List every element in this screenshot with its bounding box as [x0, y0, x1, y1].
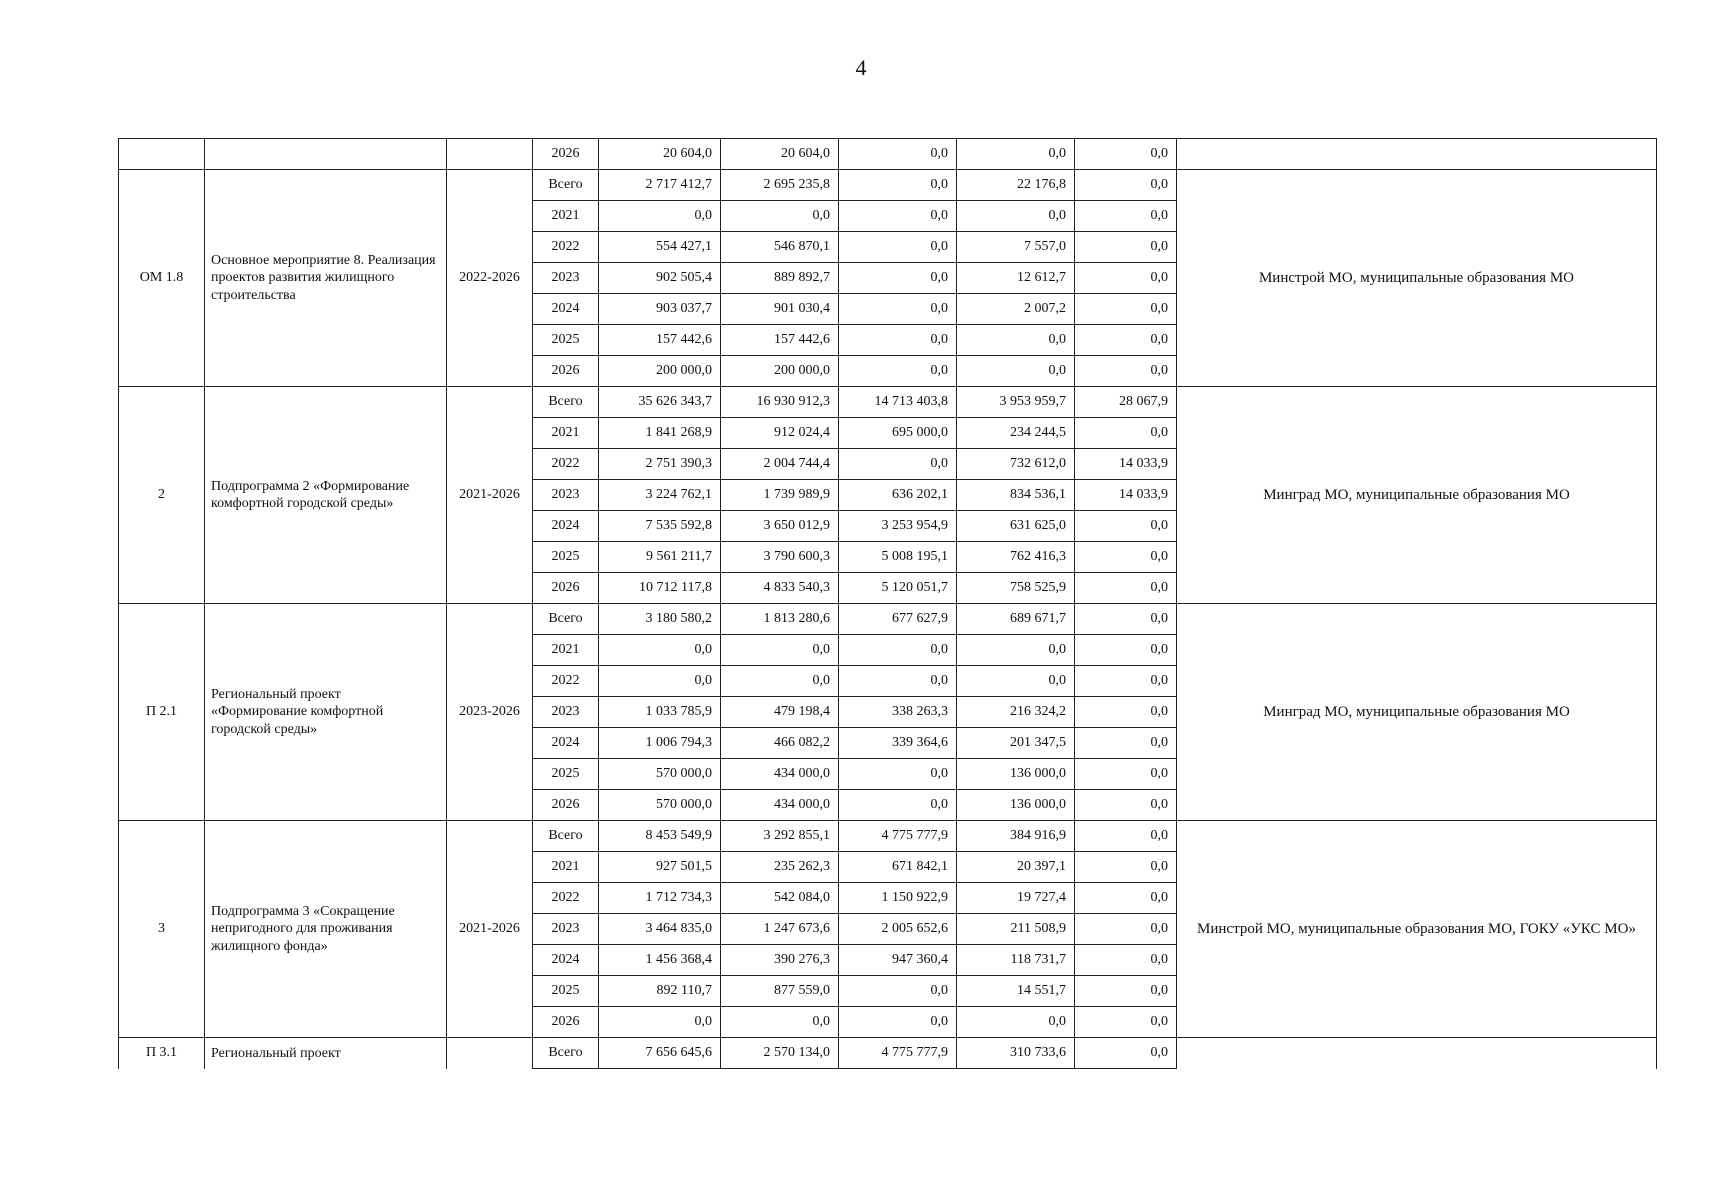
value-cell: 35 626 343,7 — [599, 387, 721, 418]
value-cell: 0,0 — [721, 635, 839, 666]
year-cell: 2026 — [533, 139, 599, 170]
value-cell: 234 244,5 — [957, 418, 1075, 449]
value-cell: 3 224 762,1 — [599, 480, 721, 511]
value-cell: 479 198,4 — [721, 697, 839, 728]
value-cell: 636 202,1 — [839, 480, 957, 511]
table-row — [119, 604, 1657, 635]
value-cell: 901 030,4 — [721, 294, 839, 325]
item-code: П 2.1 — [119, 604, 205, 821]
value-cell: 0,0 — [1075, 294, 1177, 325]
year-cell: 2024 — [533, 945, 599, 976]
value-cell: 5 008 195,1 — [839, 542, 957, 573]
value-cell: 2 751 390,3 — [599, 449, 721, 480]
value-cell: 902 505,4 — [599, 263, 721, 294]
value-cell: 1 841 268,9 — [599, 418, 721, 449]
value-cell: 434 000,0 — [721, 759, 839, 790]
value-cell: 0,0 — [1075, 356, 1177, 387]
item-period: 2023-2026 — [447, 604, 533, 821]
value-cell: 0,0 — [1075, 201, 1177, 232]
value-cell: 3 650 012,9 — [721, 511, 839, 542]
value-cell: 0,0 — [839, 790, 957, 821]
value-cell: 1 006 794,3 — [599, 728, 721, 759]
value-cell: 434 000,0 — [721, 790, 839, 821]
value-cell: 7 557,0 — [957, 232, 1075, 263]
budget-table-container — [118, 138, 1656, 1069]
value-cell: 0,0 — [1075, 759, 1177, 790]
value-cell: 947 360,4 — [839, 945, 957, 976]
value-cell: 16 930 912,3 — [721, 387, 839, 418]
value-cell: 0,0 — [839, 139, 957, 170]
item-executor: Минград МО, муниципальные образования МО — [1177, 387, 1657, 604]
value-cell: 157 442,6 — [599, 325, 721, 356]
value-cell: 0,0 — [957, 201, 1075, 232]
value-cell: 118 731,7 — [957, 945, 1075, 976]
year-cell: 2026 — [533, 573, 599, 604]
value-cell: 0,0 — [1075, 821, 1177, 852]
item-name: Подпрограмма 2 «Формирование комфортной городской среды» — [205, 387, 447, 604]
year-cell: 2022 — [533, 883, 599, 914]
value-cell: 546 870,1 — [721, 232, 839, 263]
year-cell: 2025 — [533, 976, 599, 1007]
year-cell: 2025 — [533, 325, 599, 356]
value-cell: 20 397,1 — [957, 852, 1075, 883]
value-cell: 136 000,0 — [957, 759, 1075, 790]
value-cell: 892 110,7 — [599, 976, 721, 1007]
item-code: 2 — [119, 387, 205, 604]
value-cell: 570 000,0 — [599, 790, 721, 821]
year-cell: 2024 — [533, 728, 599, 759]
value-cell: 0,0 — [1075, 790, 1177, 821]
value-cell: 2 695 235,8 — [721, 170, 839, 201]
value-cell: 0,0 — [1075, 976, 1177, 1007]
value-cell: 14 713 403,8 — [839, 387, 957, 418]
year-cell: 2025 — [533, 759, 599, 790]
value-cell: 1 150 922,9 — [839, 883, 957, 914]
year-cell: 2026 — [533, 356, 599, 387]
value-cell: 762 416,3 — [957, 542, 1075, 573]
value-cell: 0,0 — [1075, 325, 1177, 356]
value-cell: 4 775 777,9 — [839, 821, 957, 852]
value-cell: 20 604,0 — [721, 139, 839, 170]
item-code: П 3.1 — [119, 1038, 205, 1069]
value-cell: 0,0 — [1075, 1038, 1177, 1069]
year-cell: 2021 — [533, 852, 599, 883]
value-cell: 12 612,7 — [957, 263, 1075, 294]
table-row — [119, 170, 1657, 201]
value-cell: 0,0 — [599, 666, 721, 697]
value-cell: 8 453 549,9 — [599, 821, 721, 852]
value-cell: 3 790 600,3 — [721, 542, 839, 573]
year-cell: Всего — [533, 170, 599, 201]
value-cell: 235 262,3 — [721, 852, 839, 883]
item-name: Основное мероприятие 8. Реализация проектов развития жилищного строительства — [205, 170, 447, 387]
value-cell: 0,0 — [1075, 511, 1177, 542]
value-cell: 0,0 — [957, 139, 1075, 170]
year-cell: 2025 — [533, 542, 599, 573]
value-cell: 0,0 — [839, 325, 957, 356]
value-cell: 310 733,6 — [957, 1038, 1075, 1069]
value-cell: 0,0 — [599, 1007, 721, 1038]
value-cell: 570 000,0 — [599, 759, 721, 790]
value-cell: 20 604,0 — [599, 139, 721, 170]
item-executor: Минстрой МО, муниципальные образования МО, ГОКУ «УКС МО» — [1177, 821, 1657, 1038]
value-cell: 466 082,2 — [721, 728, 839, 759]
value-cell: 877 559,0 — [721, 976, 839, 1007]
value-cell: 4 833 540,3 — [721, 573, 839, 604]
value-cell: 9 561 211,7 — [599, 542, 721, 573]
final-row — [119, 1038, 1657, 1069]
value-cell: 689 671,7 — [957, 604, 1075, 635]
table-body — [119, 139, 1657, 1069]
value-cell: 390 276,3 — [721, 945, 839, 976]
value-cell: 2 005 652,6 — [839, 914, 957, 945]
value-cell: 216 324,2 — [957, 697, 1075, 728]
year-cell: 2022 — [533, 449, 599, 480]
year-cell: 2023 — [533, 263, 599, 294]
value-cell: 0,0 — [957, 635, 1075, 666]
value-cell: 0,0 — [839, 201, 957, 232]
value-cell: 200 000,0 — [721, 356, 839, 387]
value-cell: 758 525,9 — [957, 573, 1075, 604]
value-cell: 201 347,5 — [957, 728, 1075, 759]
item-executor — [1177, 1038, 1657, 1069]
value-cell: 1 033 785,9 — [599, 697, 721, 728]
item-executor: Минстрой МО, муниципальные образования МО — [1177, 170, 1657, 387]
value-cell: 0,0 — [839, 170, 957, 201]
year-cell: Всего — [533, 604, 599, 635]
value-cell: 0,0 — [839, 635, 957, 666]
value-cell: 0,0 — [1075, 418, 1177, 449]
value-cell: 903 037,7 — [599, 294, 721, 325]
item-name: Региональный проект «Формирование комфортной городской среды» — [205, 604, 447, 821]
value-cell: 0,0 — [1075, 232, 1177, 263]
value-cell: 19 727,4 — [957, 883, 1075, 914]
budget-table — [118, 138, 1657, 1069]
value-cell: 927 501,5 — [599, 852, 721, 883]
value-cell: 0,0 — [721, 666, 839, 697]
carry-over-row — [119, 139, 1657, 170]
value-cell: 0,0 — [1075, 945, 1177, 976]
value-cell: 0,0 — [839, 976, 957, 1007]
year-cell: 2022 — [533, 666, 599, 697]
value-cell: 889 892,7 — [721, 263, 839, 294]
value-cell: 1 712 734,3 — [599, 883, 721, 914]
value-cell: 0,0 — [599, 635, 721, 666]
value-cell: 0,0 — [1075, 573, 1177, 604]
value-cell: 7 535 592,8 — [599, 511, 721, 542]
value-cell: 22 176,8 — [957, 170, 1075, 201]
value-cell: 0,0 — [1075, 852, 1177, 883]
value-cell: 14 033,9 — [1075, 480, 1177, 511]
table-row — [119, 387, 1657, 418]
value-cell: 695 000,0 — [839, 418, 957, 449]
value-cell: 14 033,9 — [1075, 449, 1177, 480]
value-cell: 0,0 — [957, 356, 1075, 387]
value-cell: 912 024,4 — [721, 418, 839, 449]
value-cell: 0,0 — [957, 1007, 1075, 1038]
value-cell: 0,0 — [839, 232, 957, 263]
value-cell: 732 612,0 — [957, 449, 1075, 480]
value-cell: 0,0 — [1075, 542, 1177, 573]
value-cell: 2 717 412,7 — [599, 170, 721, 201]
year-cell: 2024 — [533, 511, 599, 542]
value-cell: 211 508,9 — [957, 914, 1075, 945]
value-cell: 339 364,6 — [839, 728, 957, 759]
period-cell — [447, 139, 533, 170]
value-cell: 2 007,2 — [957, 294, 1075, 325]
item-period: 2021-2026 — [447, 821, 533, 1038]
item-name: Региональный проект — [205, 1038, 447, 1069]
value-cell: 3 180 580,2 — [599, 604, 721, 635]
value-cell: 10 712 117,8 — [599, 573, 721, 604]
value-cell: 4 775 777,9 — [839, 1038, 957, 1069]
value-cell: 0,0 — [1075, 263, 1177, 294]
value-cell: 0,0 — [839, 666, 957, 697]
value-cell: 157 442,6 — [721, 325, 839, 356]
value-cell: 2 570 134,0 — [721, 1038, 839, 1069]
item-code: ОМ 1.8 — [119, 170, 205, 387]
value-cell: 3 464 835,0 — [599, 914, 721, 945]
value-cell: 0,0 — [1075, 666, 1177, 697]
value-cell: 0,0 — [1075, 883, 1177, 914]
executor-cell — [1177, 139, 1657, 170]
value-cell: 338 263,3 — [839, 697, 957, 728]
value-cell: 542 084,0 — [721, 883, 839, 914]
value-cell: 0,0 — [839, 1007, 957, 1038]
value-cell: 0,0 — [957, 325, 1075, 356]
item-name: Подпрограмма 3 «Сокращение непригодного для проживания жилищного фонда» — [205, 821, 447, 1038]
value-cell: 677 627,9 — [839, 604, 957, 635]
value-cell: 0,0 — [1075, 170, 1177, 201]
value-cell: 0,0 — [839, 294, 957, 325]
value-cell: 0,0 — [1075, 1007, 1177, 1038]
value-cell: 200 000,0 — [599, 356, 721, 387]
value-cell: 1 456 368,4 — [599, 945, 721, 976]
year-cell: 2023 — [533, 697, 599, 728]
value-cell: 28 067,9 — [1075, 387, 1177, 418]
year-cell: 2022 — [533, 232, 599, 263]
value-cell: 3 953 959,7 — [957, 387, 1075, 418]
value-cell: 14 551,7 — [957, 976, 1075, 1007]
year-cell: Всего — [533, 387, 599, 418]
value-cell: 554 427,1 — [599, 232, 721, 263]
value-cell: 0,0 — [599, 201, 721, 232]
value-cell: 834 536,1 — [957, 480, 1075, 511]
page-number: 4 — [855, 55, 867, 80]
item-period: 2022-2026 — [447, 170, 533, 387]
value-cell: 0,0 — [1075, 635, 1177, 666]
item-executor: Минград МО, муниципальные образования МО — [1177, 604, 1657, 821]
value-cell: 631 625,0 — [957, 511, 1075, 542]
table-row — [119, 821, 1657, 852]
value-cell: 0,0 — [957, 666, 1075, 697]
year-cell: 2021 — [533, 201, 599, 232]
value-cell: 0,0 — [1075, 728, 1177, 759]
value-cell: 7 656 645,6 — [599, 1038, 721, 1069]
item-period: 2021-2026 — [447, 387, 533, 604]
value-cell: 0,0 — [1075, 914, 1177, 945]
year-cell: 2024 — [533, 294, 599, 325]
year-cell: 2023 — [533, 914, 599, 945]
value-cell: 1 247 673,6 — [721, 914, 839, 945]
value-cell: 0,0 — [839, 356, 957, 387]
year-cell: Всего — [533, 1038, 599, 1069]
value-cell: 0,0 — [1075, 604, 1177, 635]
value-cell: 0,0 — [1075, 697, 1177, 728]
year-cell: 2026 — [533, 1007, 599, 1038]
value-cell: 2 004 744,4 — [721, 449, 839, 480]
value-cell: 0,0 — [839, 263, 957, 294]
value-cell: 1 813 280,6 — [721, 604, 839, 635]
name-cell — [205, 139, 447, 170]
year-cell: 2026 — [533, 790, 599, 821]
item-period — [447, 1038, 533, 1069]
year-cell: 2021 — [533, 635, 599, 666]
value-cell: 3 292 855,1 — [721, 821, 839, 852]
value-cell: 384 916,9 — [957, 821, 1075, 852]
value-cell: 5 120 051,7 — [839, 573, 957, 604]
value-cell: 1 739 989,9 — [721, 480, 839, 511]
value-cell: 0,0 — [1075, 139, 1177, 170]
year-cell: 2021 — [533, 418, 599, 449]
item-code: 3 — [119, 821, 205, 1038]
year-cell: 2023 — [533, 480, 599, 511]
value-cell: 0,0 — [839, 449, 957, 480]
value-cell: 136 000,0 — [957, 790, 1075, 821]
year-cell: Всего — [533, 821, 599, 852]
value-cell: 3 253 954,9 — [839, 511, 957, 542]
value-cell: 0,0 — [721, 201, 839, 232]
value-cell: 0,0 — [721, 1007, 839, 1038]
value-cell: 671 842,1 — [839, 852, 957, 883]
value-cell: 0,0 — [839, 759, 957, 790]
code-cell — [119, 139, 205, 170]
